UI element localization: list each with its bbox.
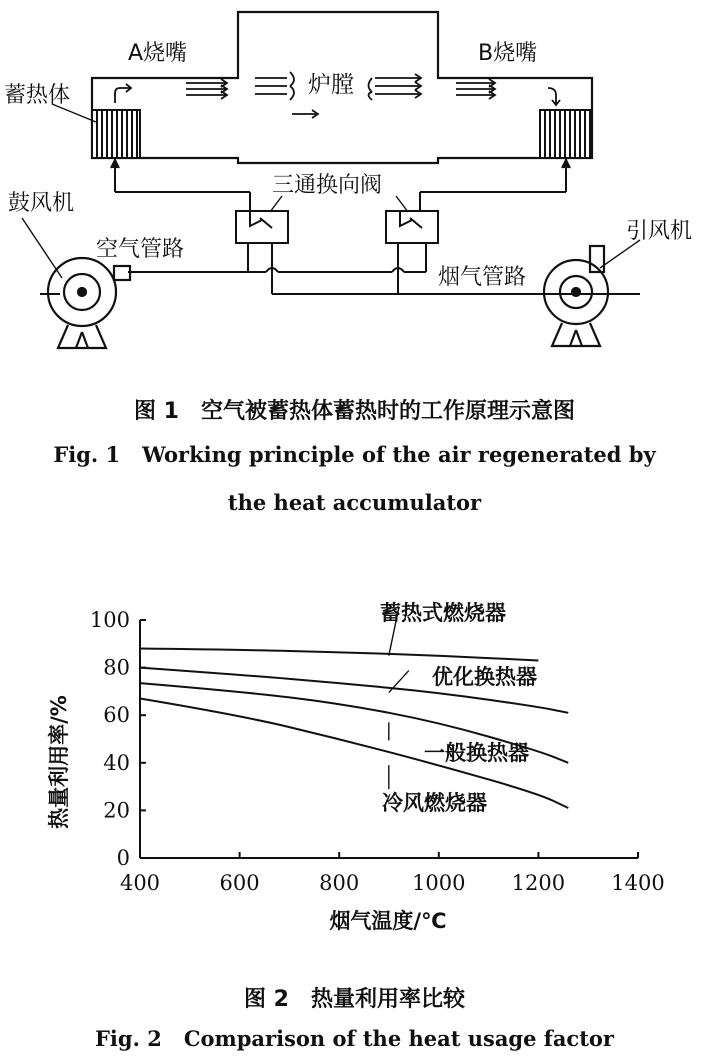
x-tick-label: 1000 [412,871,466,895]
figure2-chart [0,580,709,960]
x-tick-label: 800 [319,871,360,895]
label-valve: 三通换向阀 [272,173,383,198]
y-axis-label: 热量利用率/% [47,695,71,829]
x-tick-label: 1400 [611,871,665,895]
label-furnace: 炉膛 [308,72,354,98]
figure1-diagram [0,0,709,380]
figure1-caption-en-line2 [0,490,709,515]
label-burner-a: A烧嘴 [128,41,188,66]
y-tick-label: 20 [103,798,130,823]
x-tick-label: 1200 [511,871,566,895]
regenerator-right [540,110,590,158]
figure1-caption-en-text2: the heat accumulator [227,490,482,515]
label-blower: 鼓风机 [8,191,75,216]
y-tick-label: 40 [103,750,130,775]
series-line-0 [140,649,538,661]
figure1-caption-en-num: Fig. 1 [53,442,121,467]
y-tick-label: 60 [103,703,130,728]
figure1-caption-cn-text: 空气被蓄热体蓄热时的工作原理示意图 [200,399,575,424]
figure2-caption-cn [0,982,709,1013]
figure1-caption-cn [0,394,709,425]
figure2-caption-cn-num: 图 2 [244,987,289,1012]
y-tick-label: 0 [116,846,130,870]
series-label-0: 蓄热式燃烧器 [380,601,506,625]
y-tick-label: 100 [89,608,130,632]
label-regenerator: 蓄热体 [4,83,71,108]
figure2-caption-en-text: Comparison of the heat usage factor [183,1026,614,1051]
figure2-caption-en [0,1026,709,1051]
label-burner-b: B烧嘴 [478,41,538,66]
label-induced-fan: 引风机 [626,219,693,244]
x-axis-label: 烟气温度/℃ [329,909,447,933]
induced-fan-device [544,246,608,346]
series-label-2: 一般换热器 [424,741,529,765]
series-label-1: 优化换热器 [432,665,537,689]
figure1-caption-en-line1 [0,442,709,467]
blower-device [48,258,130,348]
label-flue-pipe: 烟气管路 [438,265,527,290]
x-tick-label: 400 [119,871,161,895]
label-air-pipe: 空气管路 [96,237,185,262]
series-label-3: 冷风燃烧器 [382,791,487,815]
figure1-caption-en-text1: Working principle of the air regenerated by [142,442,656,467]
y-tick-label: 80 [103,655,130,680]
figure1-caption-cn-num: 图 1 [134,399,179,424]
regenerator-left [92,110,140,158]
figure2-caption-cn-text: 热量利用率比较 [310,987,465,1012]
figure2-caption-en-num: Fig. 2 [95,1026,162,1051]
x-tick-label: 600 [219,871,260,895]
